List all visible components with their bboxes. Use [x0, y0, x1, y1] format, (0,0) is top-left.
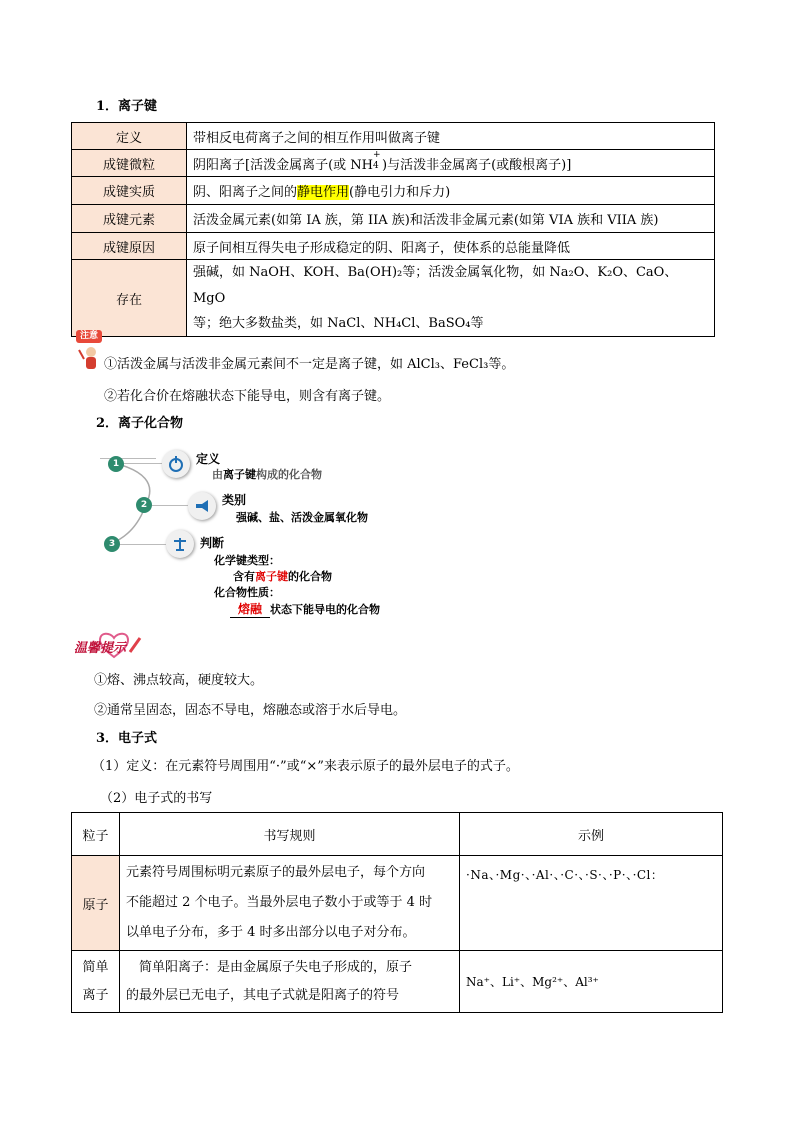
node-sub-property: 化合物性质： — [214, 586, 280, 599]
table-row — [72, 951, 723, 1013]
rule-line: 以单电子分布，多于 4 时多出部分以电子对分布。 — [126, 925, 416, 940]
row-value: 活泼金属元素(如第 IA 族，第 IIA 族)和活泼非金属元素(如第 VIA 族和 VIIA 族) — [187, 205, 715, 233]
example-cell: ·Na、·Mg·、·Al·、·C·、·S·、·P·、·Cl： — [460, 856, 723, 951]
row-value-part: )与活泼非金属离子(或酸根离子)] — [382, 157, 572, 173]
table-row — [72, 150, 715, 177]
power-icon — [162, 450, 190, 478]
row-value — [187, 177, 715, 205]
tip-1: ①熔、沸点较高，硬度较大。 — [94, 673, 264, 688]
row-key: 存在 — [72, 260, 187, 337]
table-row — [72, 205, 715, 233]
rule-cell — [120, 856, 460, 951]
particle-line: 简单 — [82, 959, 109, 975]
table-row — [72, 856, 723, 951]
section3-definition: （1）定义：在元素符号周围用“·”或“×”来表示原子的最外层电子的式子。 — [92, 759, 519, 774]
megaphone-icon — [188, 492, 216, 520]
rule-line: 简单阳离子：是由金属原子失电子形成的，原子 — [126, 959, 413, 975]
node-number-3: 3 — [104, 536, 120, 552]
node-number-1: 1 — [108, 456, 124, 472]
particle-cell — [72, 951, 120, 1013]
highlighted-term: 静电作用 — [297, 185, 350, 200]
rule-cell — [120, 951, 460, 1013]
row-value-line: 等；绝大多数盐类，如 NaCl、NH₄Cl、BaSO₄等 — [193, 316, 484, 331]
example-cell: Na⁺、Li⁺、Mg²⁺、Al³⁺ — [460, 951, 723, 1013]
tip-2: ②通常呈固态，固态不导电，熔融态或溶于水后导电。 — [94, 703, 407, 718]
node-sub-bond-type-detail: 含有离子键的化合物 — [233, 570, 332, 583]
header-particle: 粒子 — [72, 813, 120, 856]
row-value — [187, 150, 715, 177]
section3-heading: 3．电子式 — [96, 731, 158, 746]
particle-cell: 原子 — [72, 856, 120, 951]
section3-subheading: （2）电子式的书写 — [100, 791, 213, 806]
note-badge-label: 注意 — [79, 331, 98, 341]
electron-formula-table — [71, 812, 723, 1013]
note-1: ①活泼金属与活泼非金属元素间不一定是离子键，如 AlCl₃、FeCl₃等。 — [104, 357, 515, 372]
row-value: 带相反电荷离子之间的相互作用叫做离子键 — [187, 123, 715, 150]
row-key: 成键元素 — [72, 205, 187, 233]
row-value-part: 阴阳离子[活泼金属离子(或 NH — [193, 157, 373, 173]
section2-heading: 2．离子化合物 — [96, 416, 184, 431]
row-key: 定义 — [72, 123, 187, 150]
node-sub-bond-type: 化学键类型： — [214, 554, 280, 567]
rule-line: 不能超过 2 个电子。当最外层电子数小于或等于 4 时 — [126, 895, 433, 910]
node-title-definition: 定义 — [196, 452, 221, 466]
table-row — [72, 260, 715, 337]
particle-line: 离子 — [82, 987, 109, 1003]
row-value-part: (静电引力和斥力) — [349, 185, 451, 200]
node-number-2: 2 — [136, 497, 152, 513]
row-key: 成键原因 — [72, 233, 187, 260]
node-title-judgment: 判断 — [200, 536, 225, 550]
scale-icon — [166, 530, 194, 558]
node-title-category: 类别 — [222, 493, 247, 507]
note-2: ②若化合价在熔融状态下能导电，则含有离子键。 — [104, 389, 391, 404]
tip-badge — [74, 632, 142, 660]
row-value-part: 阴、阳离子之间的 — [193, 185, 298, 200]
section1-heading: 1．离子键 — [96, 99, 158, 114]
node-sub-definition: 由离子键构成的化合物 — [212, 468, 322, 481]
table-header-row — [72, 813, 723, 856]
superscript: + — [373, 149, 381, 160]
subscript: 4 — [373, 160, 379, 171]
table-row — [72, 177, 715, 205]
header-example: 示例 — [460, 813, 723, 856]
row-value: 原子间相互得失电子形成稳定的阴、阳离子，使体系的总能量降低 — [187, 233, 715, 260]
note-badge — [75, 328, 103, 372]
row-value-line: 强碱，如 NaOH、KOH、Ba(OH)₂等；活泼金属氧化物，如 Na₂O、K₂O、CaO、MgO — [193, 265, 678, 306]
ionic-bond-table — [71, 122, 715, 337]
table-row — [72, 233, 715, 260]
row-key: 成键实质 — [72, 177, 187, 205]
row-value — [187, 260, 715, 337]
table-row — [72, 123, 715, 150]
node-sub-property-detail: 熔融 状态下能导电的化合物 — [230, 600, 380, 618]
rule-line: 的最外层已无电子，其电子式就是阳离子的符号 — [126, 987, 400, 1003]
node-sub-category: 强碱、盐、活泼金属氧化物 — [236, 511, 368, 524]
ionic-compound-mindmap — [100, 452, 480, 622]
rule-line: 元素符号周围标明元素原子的最外层电子，每个方向 — [126, 865, 426, 880]
header-rule: 书写规则 — [120, 813, 460, 856]
row-key: 成键微粒 — [72, 150, 187, 177]
tip-badge-label: 温馨提示 — [74, 641, 127, 656]
